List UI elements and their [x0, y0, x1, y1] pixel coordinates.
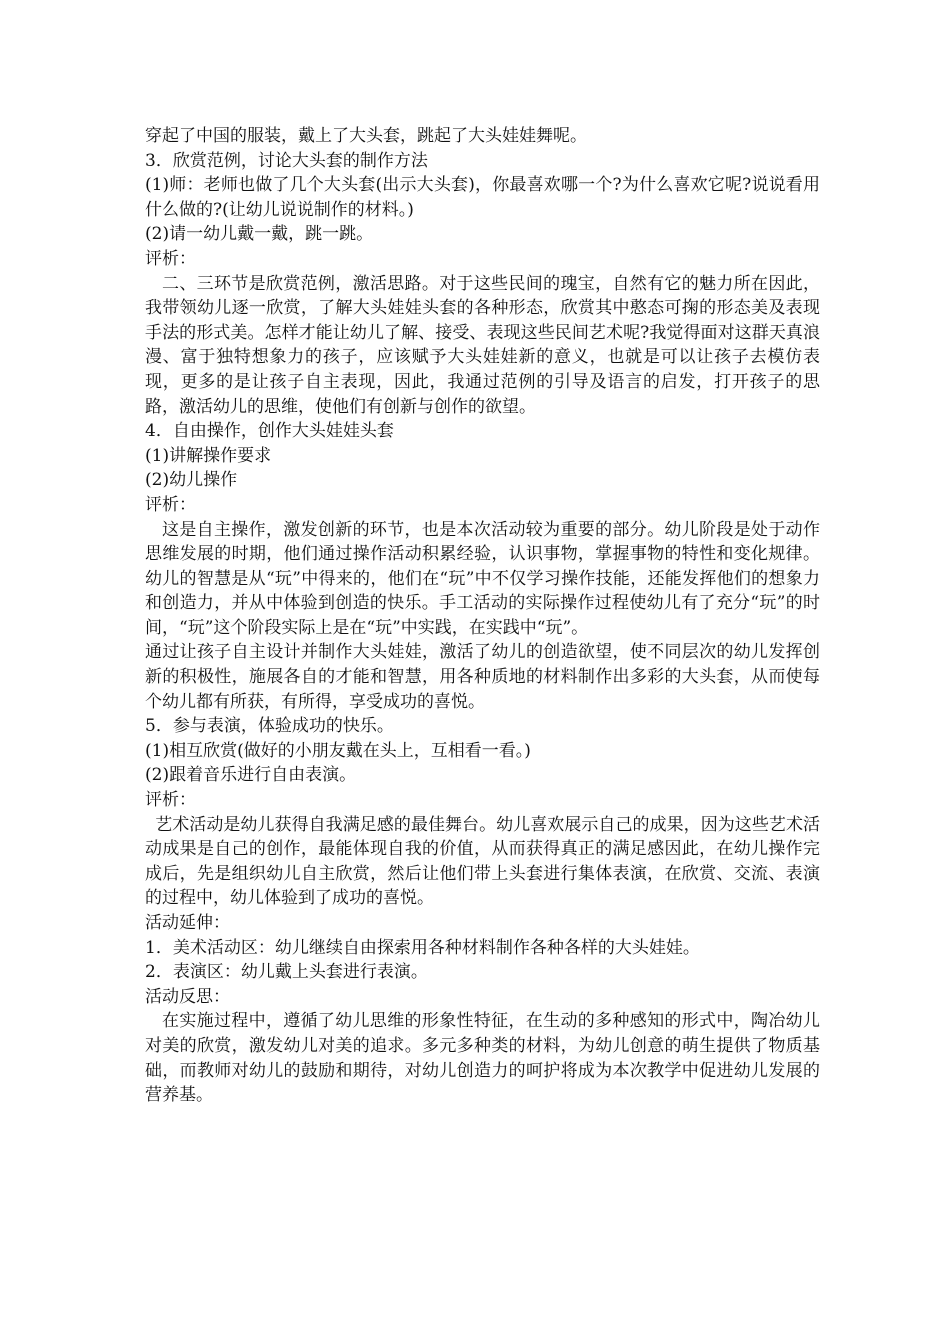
step-2-line: (2)跟着音乐进行自由表演。: [145, 765, 357, 786]
analysis-label: 评析：: [145, 248, 196, 269]
extension-item-1: 1．美术活动区：幼儿继续自由探索用各种材料制作各种各样的大头娃娃。: [145, 937, 700, 958]
step-2-line: (2)请一幼儿戴一戴，跳一跳。: [145, 224, 374, 245]
analysis-paragraph-3: 艺术活动是幼儿获得自我满足感的最佳舞台。幼儿喜欢展示自己的成果，因为这些艺术活动成果是自己的创作，最能体现自我的价值，从而获得真正的满足感因此，在幼儿操作完成后，先是组织幼儿自主欣赏，然后让他们带上头套进行集体表演，在欣赏、交流、表演的过程中，幼儿体验到了成功的喜悦。: [145, 814, 820, 909]
step-1-line: (1)相互欣赏(做好的小朋友戴在头上，互相看一看。): [145, 740, 531, 761]
extension-item-2: 2．表演区：幼儿戴上头套进行表演。: [145, 962, 428, 983]
text-line: 穿起了中国的服装，戴上了大头套，跳起了大头娃娃舞呢。: [145, 126, 587, 146]
step-1-line: (1)讲解操作要求: [145, 445, 272, 466]
body-paragraph: 通过让孩子自主设计并制作大头娃娃，激活了幼儿的创造欲望，使不同层次的幼儿发挥创新的积极性，施展各自的才能和智慧，用各种质地的材料制作出多彩的大头套，从而使每个幼儿都有所获，有所得，享受成功的喜悦。: [145, 642, 820, 712]
analysis-paragraph-2: 这是自主操作，激发创新的环节，也是本次活动较为重要的部分。幼儿阶段是处于动作思维发展的时期，他们通过操作活动积累经验，认识事物，掌握事物的特性和变化规律。幼儿的智慧是从“玩”中得来的，他们在“玩”中不仅学习操作技能，还能发挥他们的想象力和创造力，并从中体验到创造的快乐。手工活动的实际操作过程使幼儿有了充分“玩”的时间，“玩”这个阶段实际上是在“玩”中实践，在实践中“玩”。: [145, 519, 820, 638]
section-heading-4: 4．自由操作，创作大头娃娃头套: [145, 421, 394, 442]
analysis-label: 评析：: [145, 790, 196, 811]
reflection-heading: 活动反思：: [145, 986, 230, 1007]
analysis-paragraph-1: 二、三环节是欣赏范例，激活思路。对于这些民间的瑰宝，自然有它的魅力所在因此，我带领幼儿逐一欣赏，了解大头娃娃头套的各种形态，欣赏其中憨态可掬的形态美及表现手法的形式美。怎样才能让幼儿了解、接受、表现这些民间艺术呢?我觉得面对这群天真浪漫、富于独特想象力的孩子，应该赋予大头娃娃新的意义，也就是可以让孩子去模仿表现，更多的是让孩子自主表现，因此，我通过范例的引导及语言的启发，打开孩子的思路，激活幼儿的思维，使他们有创新与创作的欲望。: [145, 273, 820, 417]
section-heading-5: 5．参与表演，体验成功的快乐。: [145, 716, 394, 737]
section-heading-3: 3．欣赏范例，讨论大头套的制作方法: [145, 150, 428, 171]
document-page: [145, 124, 820, 1108]
analysis-label: 评析：: [145, 494, 196, 515]
reflection-paragraph: 在实施过程中，遵循了幼儿思维的形象性特征，在生动的多种感知的形式中，陶冶幼儿对美的欣赏，激发幼儿对美的追求。多元多种类的材料，为幼儿创意的萌生提供了物质基础，而教师对幼儿的鼓励和期待，对幼儿创造力的呵护将成为本次教学中促进幼儿发展的营养基。: [145, 1011, 820, 1106]
step-2-line: (2)幼儿操作: [145, 470, 238, 491]
teacher-question-paragraph: (1)师：老师也做了几个大头套(出示大头套)，你最喜欢哪一个?为什么喜欢它呢?说说看用什么做的?(让幼儿说说制作的材料。): [145, 175, 820, 220]
extension-heading: 活动延伸：: [145, 913, 230, 933]
